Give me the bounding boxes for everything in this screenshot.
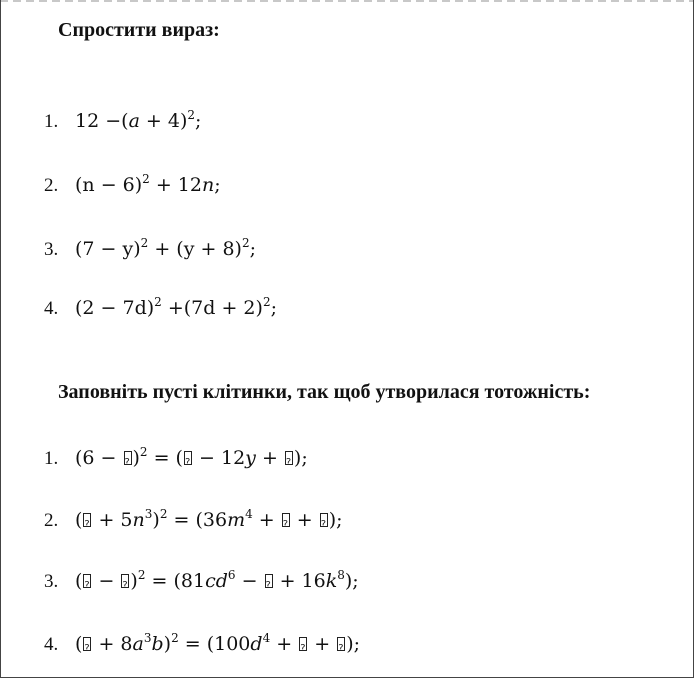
item-expression: $(2 - 7d)^2 +(7d + 2)^2$; (75, 295, 277, 319)
simplify-item-4 (44, 294, 277, 323)
item-number: 4. (44, 634, 59, 655)
simplify-item-2 (44, 171, 221, 200)
empty-cell (299, 637, 307, 651)
item-number: 2. (44, 510, 59, 531)
item-number: 3. (44, 571, 59, 592)
fill-item-3 (44, 567, 359, 596)
empty-cell (282, 513, 290, 527)
item-expression: (? + $5n^3)^2 = (36m^4$ + ? + ?); (75, 509, 343, 531)
fill-item-2 (44, 506, 343, 535)
item-number: 2. (44, 175, 59, 196)
item-expression: $(7 - y)^2 + (y + 8)^2$; (75, 236, 256, 260)
fill-item-4 (44, 630, 360, 659)
empty-cell (184, 451, 192, 465)
empty-cell (265, 574, 273, 588)
empty-cell (285, 451, 293, 465)
empty-cell (124, 451, 132, 465)
empty-cell (83, 513, 91, 527)
simplify-item-3 (44, 235, 256, 264)
item-expression: (? − ?)$^2$ = ($81cd^6$ − ? + $16k^8$); (75, 570, 359, 592)
empty-cell (320, 513, 328, 527)
simplify-item-1 (44, 107, 201, 136)
empty-cell (337, 637, 345, 651)
item-expression: $12 -(a + 4)^2$; (75, 108, 202, 132)
section2-title: Заповніть пусті клітинки, так щоб утворилася тотожність: (58, 381, 591, 403)
item-number: 3. (44, 239, 59, 260)
item-number: 1. (44, 111, 59, 132)
item-number: 1. (44, 448, 59, 469)
item-expression: $(n - 6)^2 + 12n$; (75, 172, 221, 196)
empty-cell (83, 574, 91, 588)
empty-cell (121, 574, 129, 588)
fill-item-1 (44, 444, 308, 473)
empty-cell (83, 637, 91, 651)
item-number: 4. (44, 298, 59, 319)
section1-title: Спростити вираз: (58, 19, 220, 41)
item-expression: (? + $8a^3b)^2 = (100d^4$ + ? + ?); (75, 633, 360, 655)
item-expression: (6 − ?)$^2$ = (? − 12y + ?); (75, 447, 308, 469)
